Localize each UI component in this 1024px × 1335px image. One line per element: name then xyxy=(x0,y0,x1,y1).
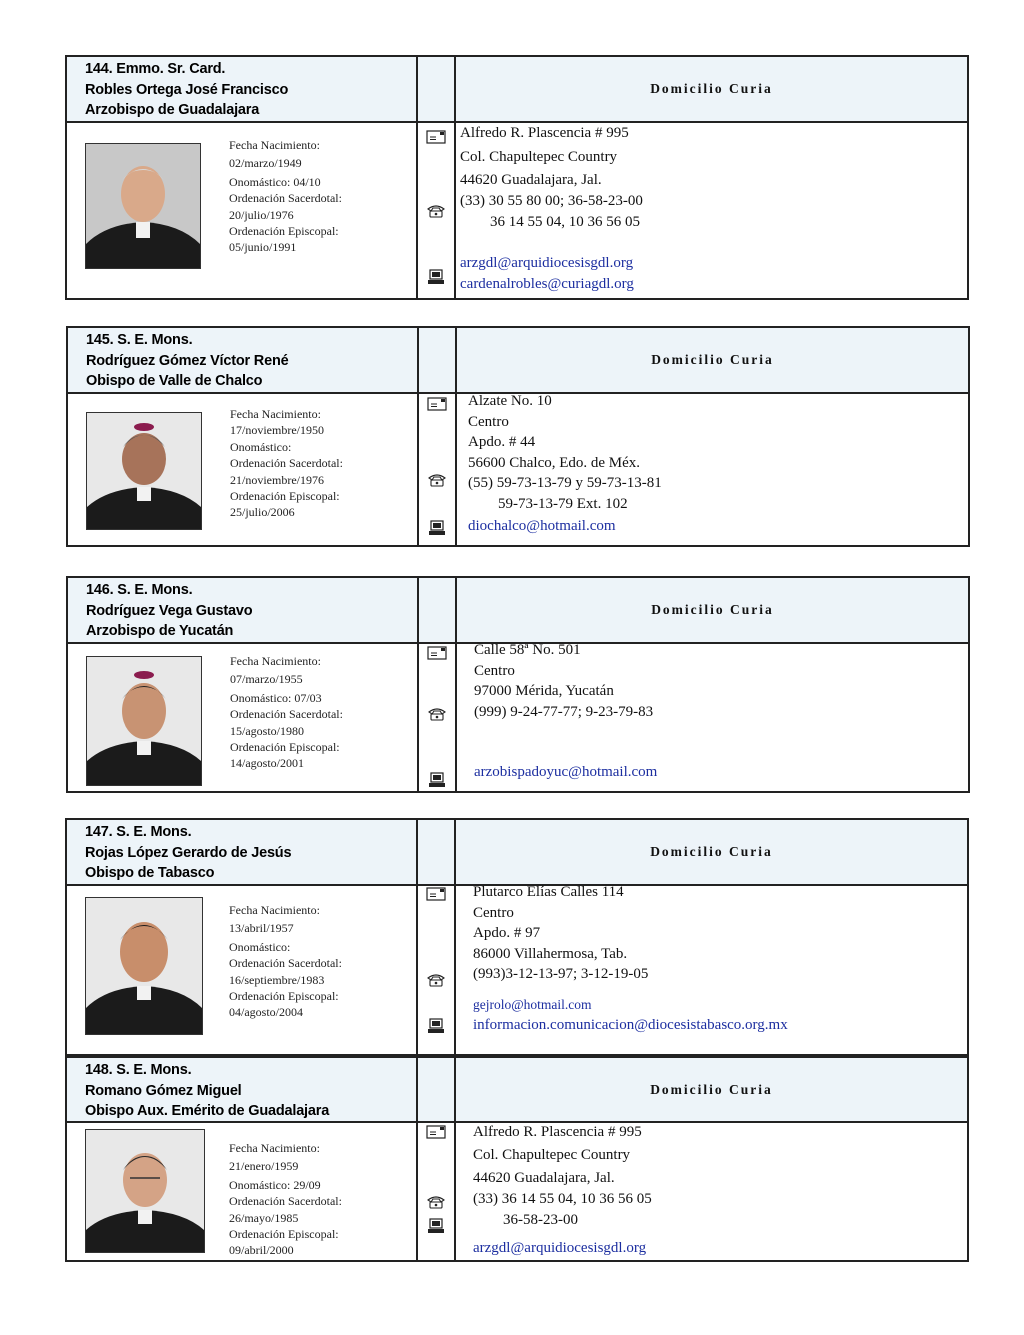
email-link[interactable]: diochalco@hotmail.com xyxy=(468,518,616,534)
mail-icon xyxy=(427,645,447,661)
dates-block: Fecha Nacimiento: 02/marzo/1949 Onomástico: 04/10 Ordenación Sacerdotal: 20/julio/1976 Ordenación Episcopal: 05/junio/1991 xyxy=(229,138,342,255)
mail-icon xyxy=(426,1124,446,1140)
portrait-photo xyxy=(85,143,201,269)
entry-title: 144. Emmo. Sr. Card. Robles Ortega José Francisco Arzobispo de Guadalajara xyxy=(85,61,289,118)
computer-icon xyxy=(427,772,447,788)
portrait-photo xyxy=(85,897,203,1035)
email-link[interactable]: gejrolo@hotmail.com xyxy=(473,996,592,1012)
entry-title: 147. S. E. Mons. Rojas López Gerardo de Jesús Obispo de Tabasco xyxy=(85,824,292,881)
email-link[interactable]: informacion.comunicacion@diocesistabasco.org.mx xyxy=(473,1017,788,1033)
mail-icon xyxy=(426,886,446,902)
portrait-image xyxy=(86,1130,204,1252)
portrait-image xyxy=(87,657,201,785)
entry-title: 148. S. E. Mons. Romano Gómez Miguel Obispo Aux. Emérito de Guadalajara xyxy=(85,1062,330,1119)
address-block: Calle 58ª No. 501 Centro 97000 Mérida, Yucatán (999) 9-24-77-77; 9-23-79-83 arzobispadoyuc@hotmail.com xyxy=(474,640,657,783)
address-block: Plutarco Elías Calles 114 Centro Apdo. # 97 86000 Villahermosa, Tab. (993)3-12-13-97; 3-12-19-05 gejrolo@hotmail.com informacion.comunicacion@diocesistabasco.org.mx xyxy=(473,882,788,1036)
phone-icon xyxy=(426,972,446,988)
email-link[interactable]: arzobispadoyuc@hotmail.com xyxy=(474,764,658,780)
portrait-image xyxy=(86,898,202,1034)
dates-block: Fecha Nacimiento: 13/abril/1957 Onomástico: Ordenación Sacerdotal: 16/septiembre/1983 Ordenación Episcopal: 04/agosto/2004 xyxy=(229,903,342,1020)
mail-icon xyxy=(427,396,447,412)
dates-block: Fecha Nacimiento: 21/enero/1959 Onomástico: 29/09 Ordenación Sacerdotal: 26/mayo/1985 Ordenación Episcopal: 09/abril/2000 xyxy=(229,1141,342,1258)
computer-icon xyxy=(426,1018,446,1034)
domicilio-curia-label: Domicilio Curia xyxy=(651,352,774,367)
phone-icon xyxy=(426,1194,446,1210)
email-link[interactable]: arzgdl@arquidiocesisgdl.org xyxy=(473,1240,647,1256)
address-block: Alzate No. 10 Centro Apdo. # 44 56600 Chalco, Edo. de Méx. (55) 59-73-13-79 y 59-73-13-81 59-73-13-79 Ext. 102 diochalco@hotmail.com xyxy=(468,391,662,537)
dates-block: Fecha Nacimiento: 17/noviembre/1950 Onomástico: Ordenación Sacerdotal: 21/noviembre/1976 Ordenación Episcopal: 25/julio/2006 xyxy=(230,407,343,520)
portrait-image xyxy=(87,413,201,529)
dates-block: Fecha Nacimiento: 07/marzo/1955 Onomástico: 07/03 Ordenación Sacerdotal: 15/agosto/1980 Ordenación Episcopal: 14/agosto/2001 xyxy=(230,654,343,771)
entry-title: 145. S. E. Mons. Rodríguez Gómez Víctor René Obispo de Valle de Chalco xyxy=(86,332,289,389)
entry-card-145 xyxy=(66,326,970,547)
portrait-photo xyxy=(86,656,202,786)
portrait-image xyxy=(86,144,200,268)
address-block: Alfredo R. Plascencia # 995 Col. Chapultepec Country 44620 Guadalajara, Jal. (33) 36 14 55 04, 10 36 56 05 36-58-23-00 arzgdl@arquidiocesisgdl.org xyxy=(473,1122,652,1259)
email-link[interactable]: arzgdl@arquidiocesisgdl.org xyxy=(460,255,634,271)
domicilio-curia-label: Domicilio Curia xyxy=(650,1082,773,1097)
phone-icon xyxy=(426,203,446,219)
email-link[interactable]: cardenalrobles@curiagdl.org xyxy=(460,276,634,292)
entry-card-146 xyxy=(66,576,970,793)
portrait-photo xyxy=(86,412,202,530)
entry-title: 146. S. E. Mons. Rodríguez Vega Gustavo Arzobispo de Yucatán xyxy=(86,582,253,639)
entry-card-144 xyxy=(65,55,969,300)
computer-icon xyxy=(426,269,446,285)
portrait-photo xyxy=(85,1129,205,1253)
phone-icon xyxy=(427,706,447,722)
address-block: Alfredo R. Plascencia # 995 Col. Chapultepec Country 44620 Guadalajara, Jal. (33) 30 55 80 00; 36-58-23-00 36 14 55 04, 10 36 56 05 arzgdl@arquidiocesisgdl.org cardenalrobles@curiagdl.org xyxy=(460,123,643,295)
entry-card-148 xyxy=(65,1056,969,1262)
mail-icon xyxy=(426,129,446,145)
computer-icon xyxy=(427,520,447,536)
domicilio-curia-label: Domicilio Curia xyxy=(650,81,773,96)
entry-card-147 xyxy=(65,818,969,1056)
computer-icon xyxy=(426,1218,446,1234)
domicilio-curia-label: Domicilio Curia xyxy=(651,602,774,617)
domicilio-curia-label: Domicilio Curia xyxy=(650,844,773,859)
phone-icon xyxy=(427,472,447,488)
